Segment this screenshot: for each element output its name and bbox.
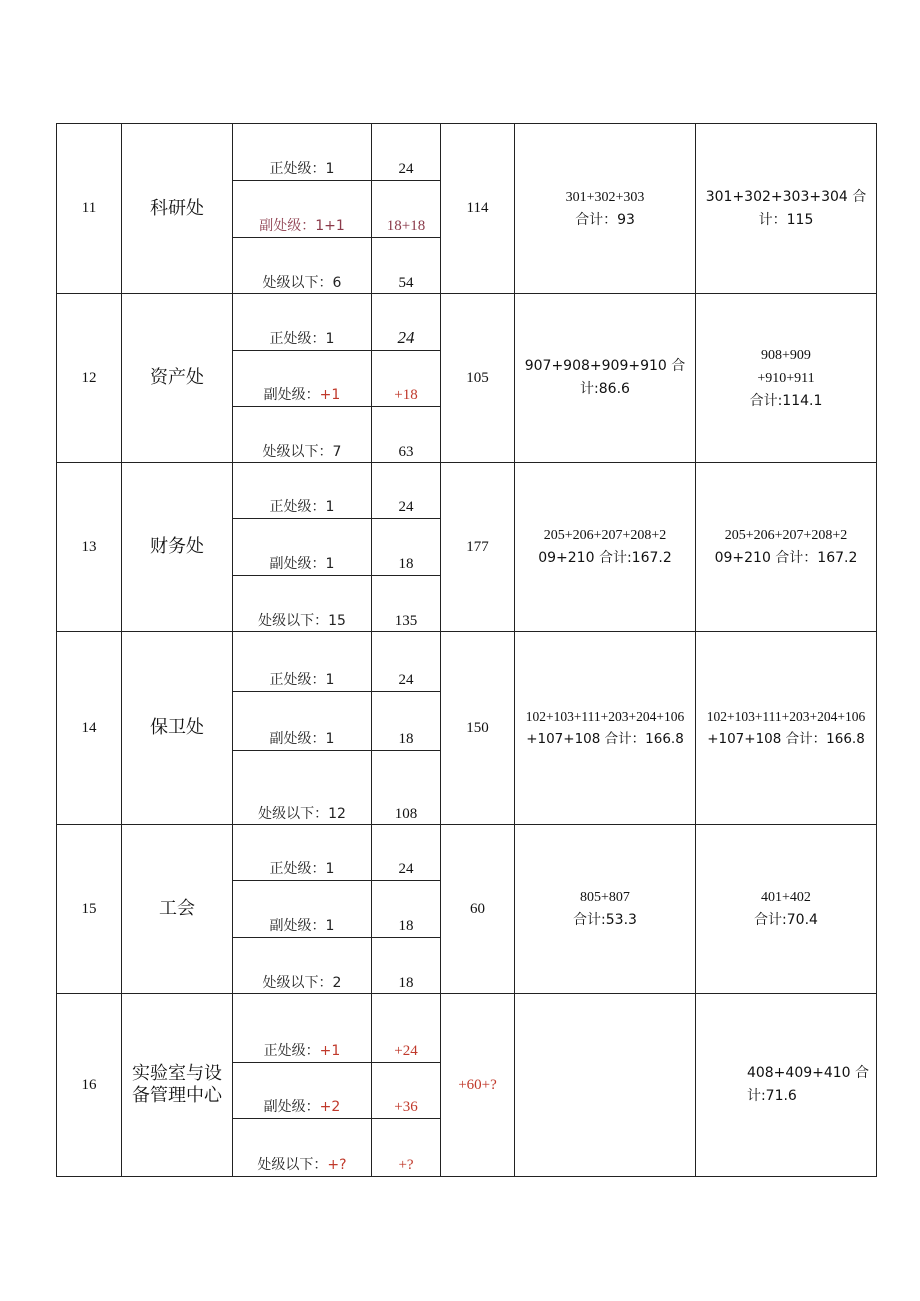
count-column xyxy=(372,463,441,631)
room-line: 301+302+303+304 合 xyxy=(705,188,867,205)
level-label: 处级以下：6 xyxy=(262,275,342,291)
table-row xyxy=(57,632,876,825)
room-list-a xyxy=(515,994,696,1176)
room-line: 907+908+909+910 合 xyxy=(524,358,686,374)
room-list-a xyxy=(515,632,696,824)
room-line: 301+302+303 xyxy=(565,189,645,205)
room-line: 205+206+207+208+2 xyxy=(543,528,667,543)
department-name: 财务处 xyxy=(122,463,233,631)
allocation-table xyxy=(56,123,877,1177)
department-name: 保卫处 xyxy=(122,632,233,824)
total-value: 105 xyxy=(441,294,515,462)
total-value: 177 xyxy=(441,463,515,631)
room-line: 合计:114.1 xyxy=(749,392,823,409)
room-list-b xyxy=(696,124,876,293)
row-number: 15 xyxy=(57,825,122,993)
room-line: 计:71.6 xyxy=(746,1088,797,1104)
level-label: 处级以下：2 xyxy=(262,975,342,991)
count-value: 63 xyxy=(398,444,414,460)
level-label: 正处级：1 xyxy=(269,861,335,877)
level-label: 处级以下： xyxy=(257,1157,328,1173)
count-column xyxy=(372,994,441,1176)
count-value: 135 xyxy=(394,613,418,629)
count-value: 18 xyxy=(398,975,414,991)
level-column xyxy=(233,632,372,824)
count-column xyxy=(372,632,441,824)
count-column xyxy=(372,825,441,993)
total-value: 150 xyxy=(441,632,515,824)
count-value: +18 xyxy=(394,387,418,403)
level-change: +1 xyxy=(319,387,341,403)
room-list-b xyxy=(696,632,876,824)
level-label: 副处级：1 xyxy=(269,556,335,572)
department-name: 科研处 xyxy=(122,124,233,293)
level-label: 正处级：1 xyxy=(269,672,335,688)
count-column xyxy=(372,294,441,462)
department-name: 工会 xyxy=(122,825,233,993)
level-label: 副处级：1 xyxy=(269,731,335,747)
room-list-b xyxy=(696,825,876,993)
room-line: 805+807 xyxy=(580,890,630,905)
room-line: +910+911 xyxy=(757,370,815,386)
count-value: 18 xyxy=(398,918,414,934)
level-label: 处级以下：12 xyxy=(258,806,346,822)
room-line: 102+103+111+203+204+106 xyxy=(706,709,866,724)
table-row xyxy=(57,294,876,463)
count-value: 24 xyxy=(398,672,414,688)
count-value: 18 xyxy=(398,556,414,572)
total-value: 60 xyxy=(441,825,515,993)
count-value: +24 xyxy=(394,1043,418,1059)
room-line: 计：115 xyxy=(758,211,814,228)
level-label: 正处级： xyxy=(263,1043,320,1059)
department-name xyxy=(122,994,233,1176)
room-line: 908+909 xyxy=(761,347,811,363)
count-value: +36 xyxy=(394,1099,418,1115)
department-name: 资产处 xyxy=(122,294,233,462)
room-list-b xyxy=(696,463,876,631)
room-list-a xyxy=(515,124,696,293)
room-line: 合计:53.3 xyxy=(573,912,637,928)
room-line: 合计:70.4 xyxy=(754,912,818,928)
count-value: 24 xyxy=(397,328,415,347)
level-column xyxy=(233,294,372,462)
count-value: 24 xyxy=(398,861,414,877)
room-line: 401+402 xyxy=(761,890,811,905)
room-line: +107+108 合计：166.8 xyxy=(707,731,865,747)
room-line: 合计：93 xyxy=(575,211,635,228)
level-column xyxy=(233,825,372,993)
row-number: 11 xyxy=(57,124,122,293)
table-row xyxy=(57,463,876,632)
count-value: 18+18 xyxy=(386,218,426,234)
room-line: 205+206+207+208+2 xyxy=(724,528,848,543)
row-number: 13 xyxy=(57,463,122,631)
level-label: 处级以下：7 xyxy=(262,444,342,460)
table-row xyxy=(57,124,876,294)
room-list-a xyxy=(515,463,696,631)
table-row xyxy=(57,994,876,1176)
room-list-a xyxy=(515,294,696,462)
row-number: 12 xyxy=(57,294,122,462)
count-value: +? xyxy=(398,1157,414,1173)
level-label: 正处级：1 xyxy=(269,331,335,347)
level-label: 正处级：1 xyxy=(269,161,335,177)
total-value: +60+? xyxy=(441,994,515,1176)
room-list-b xyxy=(696,994,876,1176)
room-line: 09+210 合计：167.2 xyxy=(714,550,858,566)
count-value: 24 xyxy=(398,161,414,177)
level-change: +1 xyxy=(319,1043,341,1059)
level-label: 副处级：1+1 xyxy=(259,218,345,234)
level-label: 处级以下：15 xyxy=(258,613,346,629)
count-value: 108 xyxy=(394,806,418,822)
room-line: 09+210 合计:167.2 xyxy=(538,550,672,566)
room-line: +107+108 合计：166.8 xyxy=(526,731,684,747)
department-name-line: 备管理中心 xyxy=(132,1085,222,1106)
total-value: 114 xyxy=(441,124,515,293)
room-list-a xyxy=(515,825,696,993)
level-change: +2 xyxy=(319,1099,341,1115)
level-column xyxy=(233,124,372,293)
level-column xyxy=(233,463,372,631)
level-change: +? xyxy=(327,1157,347,1173)
table-row xyxy=(57,825,876,994)
count-column xyxy=(372,124,441,293)
row-number: 16 xyxy=(57,994,122,1176)
row-number: 14 xyxy=(57,632,122,824)
level-label: 副处级： xyxy=(263,1099,320,1115)
room-line: 102+103+111+203+204+106 xyxy=(525,709,685,724)
department-name-line: 实验室与设 xyxy=(132,1063,222,1084)
level-label: 副处级：1 xyxy=(269,918,335,934)
count-value: 18 xyxy=(398,731,414,747)
room-list-b xyxy=(696,294,876,462)
level-label: 正处级：1 xyxy=(269,499,335,515)
room-line: 408+409+410 合 xyxy=(746,1065,870,1081)
count-value: 54 xyxy=(398,275,414,291)
room-line: 计:86.6 xyxy=(580,381,630,397)
level-column xyxy=(233,994,372,1176)
count-value: 24 xyxy=(398,499,414,515)
level-label: 副处级： xyxy=(263,387,320,403)
